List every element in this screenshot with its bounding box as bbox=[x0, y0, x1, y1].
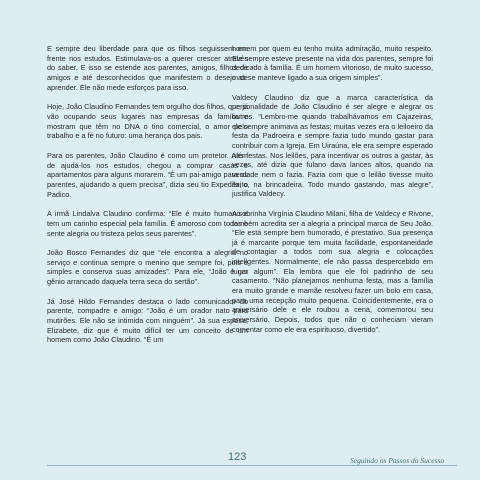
paragraph: A sobrinha Virgínia Claudino Milani, filha de Valdecy e Rivone, também acredita ser a alegria a principal marca de Seu João. “Ele está sempre bem humorado, é prestativo. Sua presença já é marcante porque tem muita facilidade, espontaneidade de contagiar a todos com sua alegria e colocações inteligentes. Normalmente, ele não passa despercebido em lugar algum”. Ela lembra que ele foi padrinho de seu casamento. “Não planejamos nenhuma festa, mas a família era muito grande e mamãe resolveu fazer um bolo em casa, para uma recepção muito pequena. Coincidentemente, era o aniversário dele e ele roubou a cena, comemorou seu aniversário. Depois, todos que não o conheciam vieram comentar como ele era espirituoso, divertido”. bbox=[232, 208, 433, 334]
paragraph: homem por quem eu tenho muita admiração, muito respeito. Ele sempre esteve presente na vida dos parentes, sempre foi dedicado à família. É um homem vitorioso, de muito sucesso, mas se manteve ligado a sua origem simples”. bbox=[232, 44, 433, 82]
paragraph: Para os parentes, João Claudino é como um protetor. Além de ajudá-los nos estudos, chegou a comprar casas e apartamentos para alguns morarem. “É um pai-amigo para os parentes, ajudando a quem precisa”, dizia seu tio Expedito, o Padico. bbox=[47, 150, 248, 199]
paragraph: João Bosco Fernandes diz que “ele encontra a alegria no serviço e continua sempre o menino que sempre foi, pois é simples e conserva suas amizades”. Para ele, “João é um gênio arrancado daquela terra seca do sertão”. bbox=[47, 248, 248, 287]
paragraph: Valdecy Claudino diz que a marca característica da personalidade de João Claudino é ser alegre e alegrar os outros. “Lembro-me quando trabalhávamos em Cajazeiras, ele sempre animava as festas; muitas vezes era o leiloeiro da festa da Padroeira e sempre fazia tudo mundo gastar para contribuir com a Igreja. Em Uiraúna, ele era sempre esperado nas festas. Nos leilões, para incentivar os outros a gastar, às vezes, até dizia que fulano dava lances altos, quando na verdade nem o fazia. Fazia com que o leilão tivesse muito êxito, na brincadeira. Todo mundo gastando, mas alegre”, justifica Valdecy. bbox=[232, 92, 433, 199]
book-title: Seguindo os Passos do Sucesso bbox=[350, 456, 445, 465]
paragraph: Já José Hildo Fernandes destaca o lado comunicador do parente, compadre e amigo: “João é um orador nato para mutirões. Ele não se intimida com ninguém”. Já sua esposa, Elizabete, diz que é muito difícil ter um conceito de um homem como João Claudino. “É um bbox=[47, 296, 248, 345]
paragraph: E sempre deu liberdade para que os filhos seguissem em frente nos estudos. Estimulava-os a querer crescer através do saber. E isso se estende aos parentes, amigos, filhos de amigos e até desconhecidos que manifestem o desejo de aprender. Ele não mede esforços para isso. bbox=[47, 44, 248, 92]
paragraph: A irmã Lindalva Claudino confirma: “Ele é muito humano e tem um carinho especial pela família. É amoroso com todos e sente alegria ou tristeza pelos seus parentes”. bbox=[47, 209, 248, 238]
right-text-column bbox=[232, 44, 433, 344]
footer-divider bbox=[47, 465, 457, 466]
page-number: 123 bbox=[228, 451, 247, 463]
left-text-column bbox=[47, 44, 248, 355]
paragraph: Hoje, João Claudino Fernandes tem orgulho dos filhos, que já vão ocupando seus lugares nas empresas da família e mostram que têm no DNA o tino comercial, o amor pelo trabalho e a fé no futuro: uma herança dos pais. bbox=[47, 102, 248, 141]
